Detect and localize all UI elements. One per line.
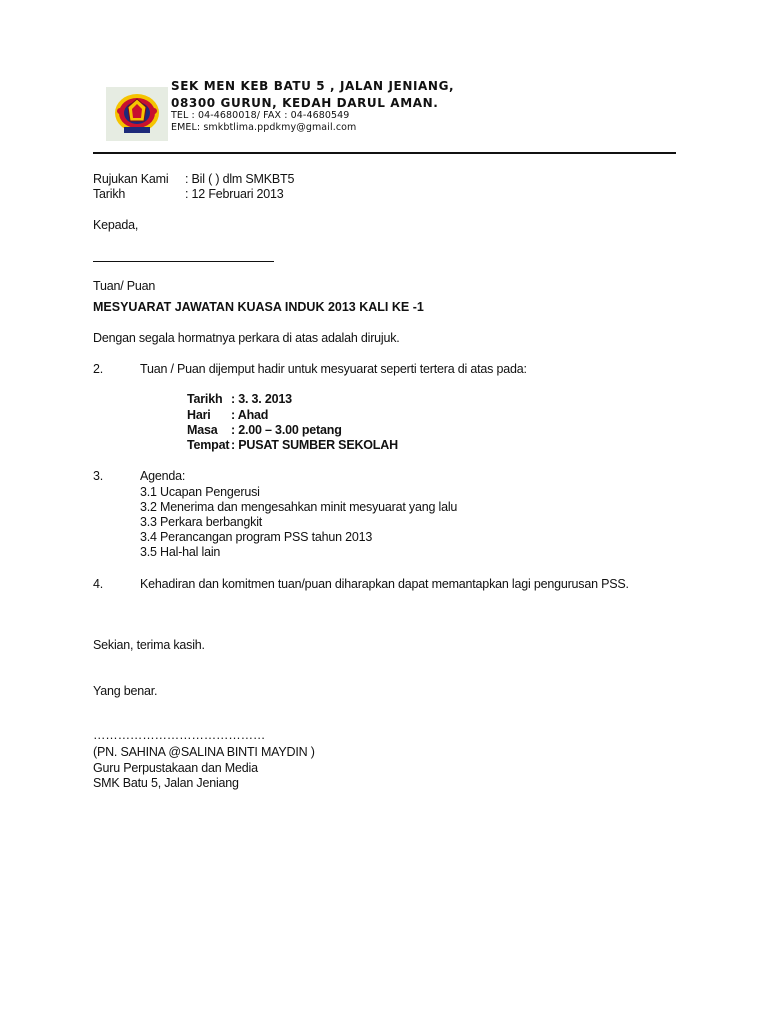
closing-yang-benar: Yang benar.	[93, 684, 158, 698]
kepada-label: Kepada,	[93, 218, 139, 232]
school-crest-icon	[106, 87, 168, 141]
agenda-item: 3.4 Perancangan program PSS tahun 2013	[140, 530, 373, 544]
para2-text: Tuan / Puan dijemput hadir untuk mesyuarat seperti tertera di atas pada:	[140, 362, 527, 376]
agenda-item: 3.5 Hal-hal lain	[140, 545, 221, 559]
detail-value-tarikh: : 3. 3. 2013	[231, 392, 292, 406]
para4-number: 4.	[93, 577, 104, 591]
para3-number: 3.	[93, 469, 104, 483]
detail-label-hari: Hari	[187, 408, 211, 422]
recipient-blank-line	[93, 261, 274, 262]
rujukan-value: : Bil ( ) dlm SMKBT5	[185, 172, 295, 186]
agenda-item: 3.2 Menerima dan mengesahkan minit mesyuarat yang lalu	[140, 500, 458, 514]
school-name-line1: SEK MEN KEB BATU 5 , JALAN JENIANG,	[171, 79, 455, 93]
salutation: Tuan/ Puan	[93, 279, 156, 293]
detail-label-masa: Masa	[187, 423, 218, 437]
para4-text: Kehadiran dan komitmen tuan/puan diharapkan dapat memantapkan lagi pengurusan PSS.	[140, 577, 629, 591]
signature-dots: ……………………………………	[93, 728, 266, 742]
tarikh-label: Tarikh	[93, 187, 126, 201]
detail-value-masa: : 2.00 – 3.00 petang	[231, 423, 342, 437]
header-divider	[93, 152, 676, 154]
detail-label-tempat: Tempat	[187, 438, 230, 452]
signer-name: (PN. SAHINA @SALINA BINTI MAYDIN )	[93, 745, 315, 759]
closing-sekian: Sekian, terima kasih.	[93, 638, 205, 652]
detail-label-tarikh: Tarikh	[187, 392, 223, 406]
signer-school: SMK Batu 5, Jalan Jeniang	[93, 776, 239, 790]
agenda-heading: Agenda:	[140, 469, 186, 483]
intro-text: Dengan segala hormatnya perkara di atas adalah dirujuk.	[93, 331, 400, 345]
school-name-line2: 08300 GURUN, KEDAH DARUL AMAN.	[171, 96, 439, 110]
school-logo	[106, 87, 168, 141]
tarikh-value: : 12 Februari 2013	[185, 187, 284, 201]
school-tel-fax: TEL : 04-4680018/ FAX : 04-4680549	[171, 110, 350, 121]
detail-value-hari: : Ahad	[231, 408, 269, 422]
detail-value-tempat: : PUSAT SUMBER SEKOLAH	[231, 438, 398, 452]
school-email: EMEL: smkbtlima.ppdkmy@gmail.com	[171, 122, 357, 133]
signer-position: Guru Perpustakaan dan Media	[93, 761, 258, 775]
letter-subject: MESYUARAT JAWATAN KUASA INDUK 2013 KALI KE -1	[93, 300, 424, 314]
agenda-item: 3.3 Perkara berbangkit	[140, 515, 263, 529]
para2-number: 2.	[93, 362, 104, 376]
agenda-item: 3.1 Ucapan Pengerusi	[140, 485, 260, 499]
rujukan-label: Rujukan Kami	[93, 172, 169, 186]
